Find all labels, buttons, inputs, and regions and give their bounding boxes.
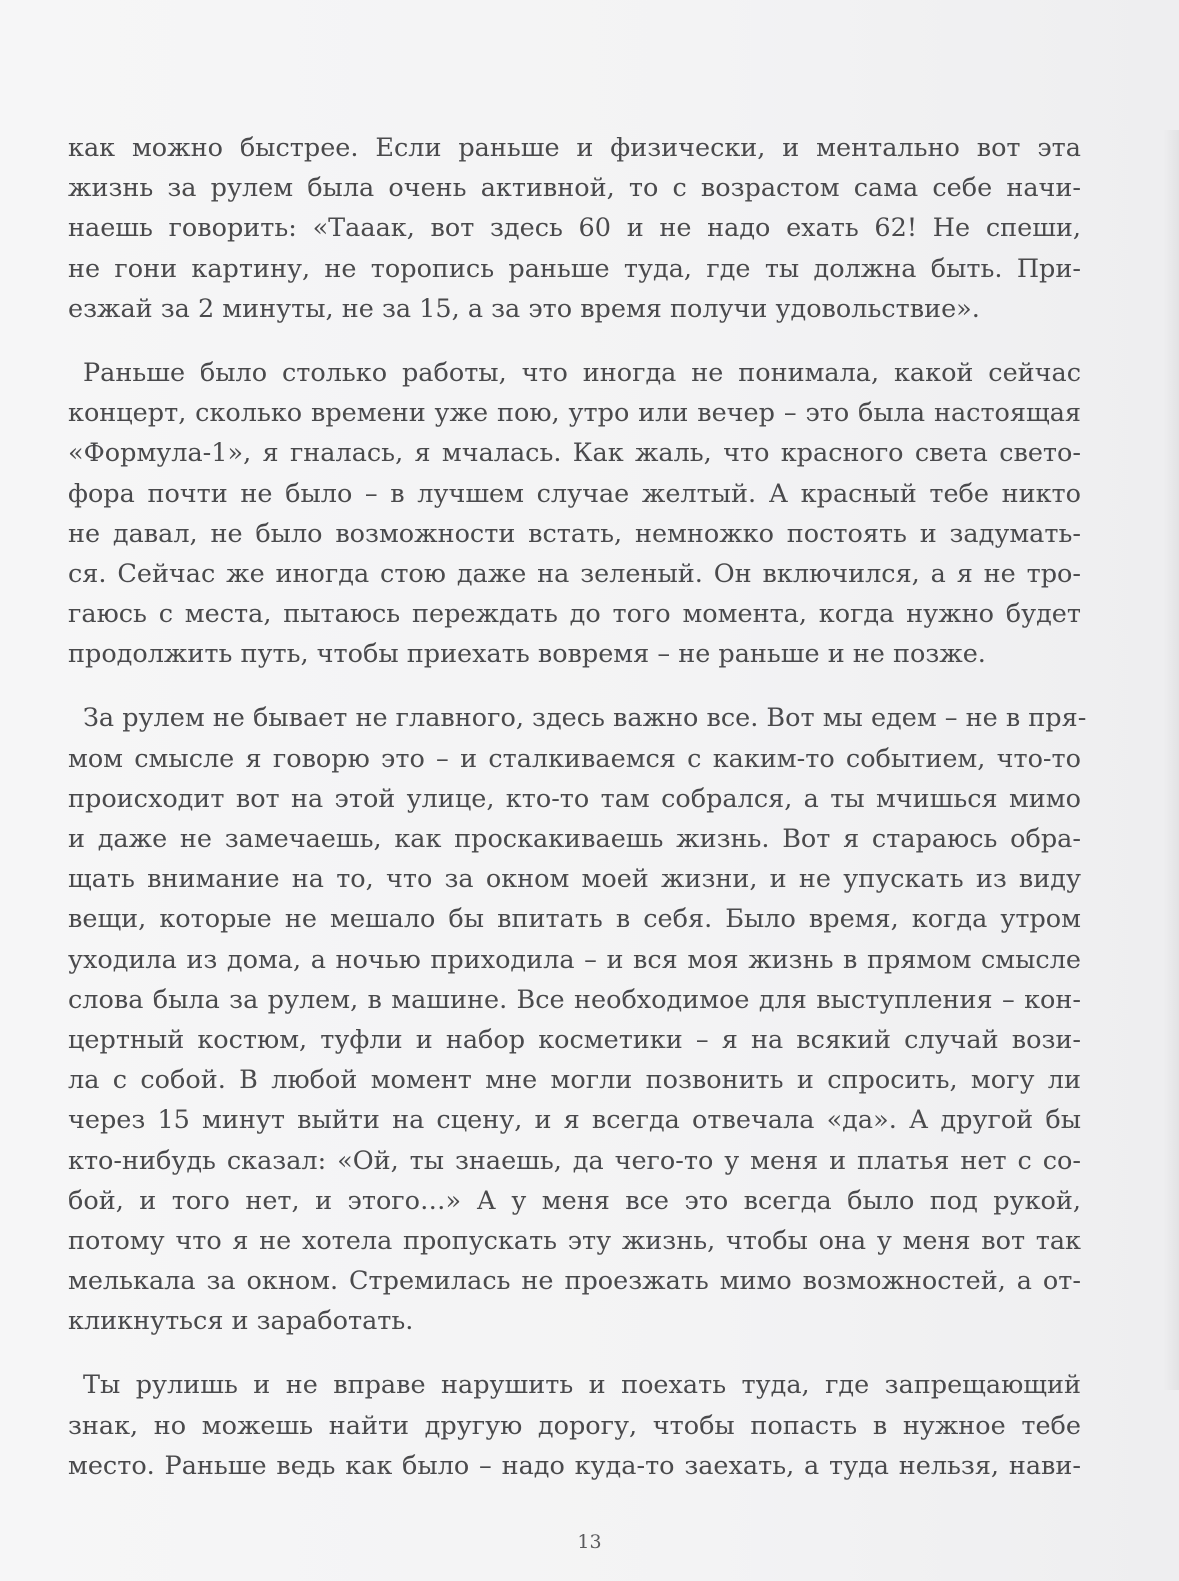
- text-line: жизнь за рулем была очень активной, то с возрастом сама себе начи-: [68, 173, 1081, 204]
- text-line: уходила из дома, а ночью приходила – и вся моя жизнь в прямом смысле: [68, 944, 1081, 975]
- text-line: концерт, сколько времени уже пою, утро или вечер – это была настоящая: [68, 398, 1081, 429]
- paragraph-4: [68, 1365, 1081, 1486]
- text-line: потому что я не хотела пропускать эту жизнь, чтобы она у меня вот так: [68, 1225, 1081, 1256]
- text-line: мом смысле я говорю это – и сталкиваемся с каким-то событием, что-то: [68, 743, 1081, 774]
- page-edge-shadow: [1163, 130, 1179, 1390]
- text-line: через 15 минут выйти на сцену, и я всегда отвечала «да». А другой бы: [68, 1105, 1081, 1136]
- page-number: 13: [577, 1531, 602, 1553]
- text-line: как можно быстрее. Если раньше и физически, и ментально вот эта: [68, 133, 1081, 163]
- text-line: цертный костюм, туфли и набор косметики – я на всякий случай вози-: [68, 1024, 1081, 1055]
- text-line: наешь говорить: «Тааак, вот здесь 60 и не надо ехать 62! Не спеши,: [68, 213, 1081, 244]
- text-line: кто-нибудь сказал: «Ой, ты знаешь, да чего-то у меня и платья нет с со-: [68, 1145, 1081, 1176]
- text-line: слова была за рулем, в машине. Все необходимое для выступления – кон-: [68, 984, 1081, 1015]
- text-line: и даже не замечаешь, как проскакиваешь жизнь. Вот я стараюсь обра-: [68, 824, 1081, 854]
- body-text: [68, 128, 1087, 1510]
- text-line: езжай за 2 минуты, не за 15, а за это время получи удовольствие».: [68, 293, 980, 324]
- paragraph-1: [68, 128, 1081, 329]
- paragraph-2: [68, 353, 1081, 675]
- text-line: происходит вот на этой улице, кто-то там собрался, а ты мчишься мимо: [68, 783, 1081, 814]
- text-line: знак, но можешь найти другую дорогу, чтобы попасть в нужное тебе: [68, 1410, 1081, 1441]
- text-line: продолжить путь, чтобы приехать вовремя – не раньше и не позже.: [68, 639, 986, 670]
- text-line: кликнуться и заработать.: [68, 1306, 414, 1337]
- text-line: вещи, которые не мешало бы впитать в себя. Было время, когда утром: [68, 904, 1081, 935]
- paragraph-3: [68, 698, 1087, 1341]
- text-line: не давал, не было возможности встать, немножко постоять и задумать-: [68, 518, 1081, 549]
- text-line: бой, и того нет, и этого…» А у меня все это всегда было под рукой,: [68, 1185, 1081, 1216]
- text-line: гаюсь с места, пытаюсь переждать до того момента, когда нужно будет: [68, 599, 1081, 630]
- text-line: ла с собой. В любой момент мне могли позвонить и спросить, могу ли: [68, 1065, 1081, 1096]
- text-line: Ты рулишь и не вправе нарушить и поехать туда, где запрещающий: [83, 1370, 1081, 1401]
- text-line: Раньше было столько работы, что иногда не понимала, какой сейчас: [83, 357, 1081, 388]
- text-line: не гони картину, не торопись раньше туда, где ты должна быть. При-: [68, 253, 1081, 284]
- text-line: «Формула-1», я гналась, я мчалась. Как жаль, что красного света свето-: [68, 438, 1081, 469]
- text-line: мелькала за окном. Стремилась не проезжать мимо возможностей, а от-: [68, 1266, 1081, 1297]
- text-line: щать внимание на то, что за окном моей жизни, и не упускать из виду: [68, 864, 1081, 895]
- text-line: место. Раньше ведь как было – надо куда-то заехать, а туда нельзя, нави-: [68, 1450, 1081, 1481]
- text-line: За рулем не бывает не главного, здесь важно все. Вот мы едем – не в пря-: [83, 703, 1087, 734]
- text-line: ся. Сейчас же иногда стою даже на зеленый. Он включился, а я не тро-: [68, 558, 1081, 589]
- text-line: фора почти не было – в лучшем случае желтый. А красный тебе никто: [68, 478, 1081, 509]
